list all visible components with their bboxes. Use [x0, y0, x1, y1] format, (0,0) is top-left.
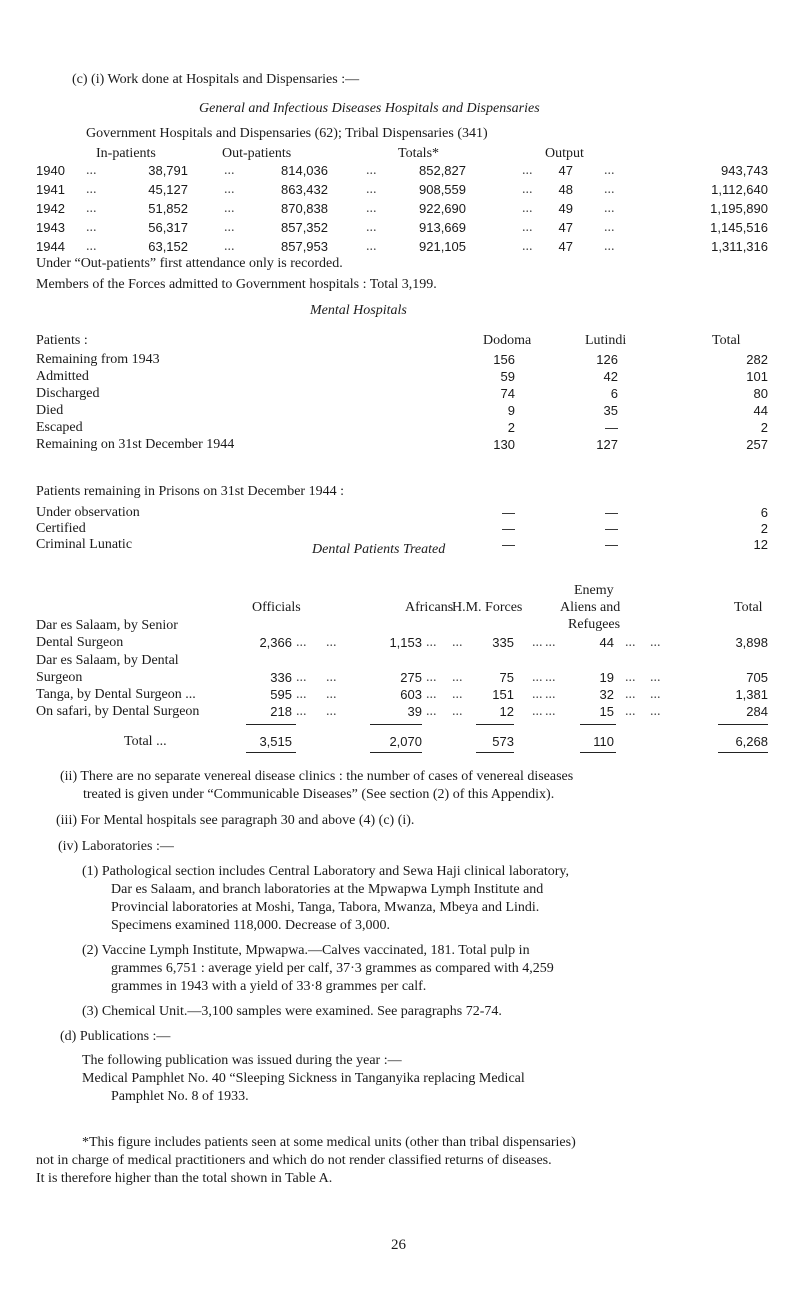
para-d-line2: Medical Pamphlet No. 40 “Sleeping Sickness in Tanganyika replacing Medical: [82, 1071, 525, 1086]
row-year: 1941: [36, 182, 65, 197]
leader-dots: ...: [452, 704, 463, 719]
rule-africans: [370, 724, 422, 725]
mental-lutindi: 126: [596, 352, 618, 367]
para-iv1-line3: Provincial laboratories at Moshi, Tanga, Tabora, Mwanza, Mbeya and Lindi.: [111, 900, 540, 915]
rule-officials: [246, 724, 296, 725]
leader-dots: ...: [522, 239, 533, 254]
mental-dodoma: 9: [507, 403, 515, 418]
dental-row-label: Tanga, by Dental Surgeon ...: [36, 687, 196, 702]
row-inpatients: 45,127: [148, 182, 188, 197]
prison-total: 12: [753, 537, 768, 552]
leader-dots: ...: [452, 635, 463, 650]
leader-dots: ...: [366, 220, 377, 235]
dental-row-label: Dar es Salaam, by Senior: [36, 618, 178, 633]
row-inpatients: 38,791: [148, 163, 188, 178]
footnote-line2: not in charge of medical practitioners and which do not render classified returns of diseases.: [36, 1153, 552, 1168]
leader-dots: ...: [545, 635, 556, 650]
dental-header-aliens: Aliens and: [560, 600, 621, 615]
leader-dots: ...: [224, 239, 235, 254]
prison-row-label: Certified: [36, 521, 86, 536]
row-output: 47: [558, 239, 573, 254]
leader-dots: ...: [522, 182, 533, 197]
leader-dots: ...: [532, 704, 543, 719]
prison-total: 6: [760, 505, 768, 520]
leader-dots: ...: [86, 220, 97, 235]
dental-total-enemy: 110: [593, 734, 614, 749]
dental-enemy: 44: [599, 635, 614, 650]
para-ii-line2: treated is given under “Communicable Diseases” (See section (2) of this Appendix).: [83, 787, 555, 802]
row-tribal: 1,195,890: [710, 201, 768, 216]
para-d-line1: The following publication was issued during the year :—: [82, 1053, 402, 1068]
leader-dots: ...: [366, 201, 377, 216]
dental-total: 705: [746, 670, 768, 685]
dental-hm-forces: 151: [492, 687, 514, 702]
row-inpatients: 63,152: [148, 239, 188, 254]
row-year: 1942: [36, 201, 65, 216]
leader-dots: ...: [625, 687, 636, 702]
leader-dots: ...: [625, 635, 636, 650]
row-outpatients: 863,432: [281, 182, 328, 197]
para-iv: (iv) Laboratories :—: [58, 839, 174, 854]
mental-row-label: Remaining on 31st December 1944: [36, 437, 235, 452]
leader-dots: ...: [86, 201, 97, 216]
row-output: 47: [558, 220, 573, 235]
dental-enemy: 32: [599, 687, 614, 702]
prison-lutindi: —: [605, 537, 618, 552]
row-outpatients: 870,838: [281, 201, 328, 216]
general-column-header: Out-patients: [222, 146, 292, 161]
dental-enemy: 19: [599, 670, 614, 685]
dental-total-officials: 3,515: [259, 734, 292, 749]
para-iv2-line1: (2) Vaccine Lymph Institute, Mpwapwa.—Calves vaccinated, 181. Total pulp in: [82, 943, 530, 958]
mental-total: 2: [760, 420, 768, 435]
row-totals: 913,669: [419, 220, 466, 235]
general-column-header: Output: [545, 146, 584, 161]
leader-dots: ...: [366, 239, 377, 254]
prison-lutindi: —: [605, 505, 618, 520]
prison-dodoma: —: [502, 537, 515, 552]
general-column-header: In-patients: [96, 146, 156, 161]
leader-dots: ...: [326, 687, 337, 702]
leader-dots: ...: [366, 182, 377, 197]
mental-lutindi: 42: [603, 369, 618, 384]
leader-dots: ...: [604, 182, 615, 197]
mental-row-label: Admitted: [36, 369, 89, 384]
row-year: 1940: [36, 163, 65, 178]
rule-africans-bottom: [370, 752, 422, 753]
dental-total-total: 6,268: [735, 734, 768, 749]
mental-row-label: Discharged: [36, 386, 100, 401]
dental-africans: 275: [400, 670, 422, 685]
note-outpatients: Under “Out-patients” first attendance only is recorded.: [36, 256, 343, 271]
leader-dots: ...: [426, 670, 437, 685]
mental-row-label: Died: [36, 403, 64, 418]
mental-total: 282: [746, 352, 768, 367]
leader-dots: ...: [532, 670, 543, 685]
leader-dots: ...: [224, 182, 235, 197]
leader-dots: ...: [86, 239, 97, 254]
para-iv2-line3: grammes in 1943 with a yield of 33·8 grammes per calf.: [111, 979, 427, 994]
row-inpatients: 56,317: [148, 220, 188, 235]
row-totals: 908,559: [419, 182, 466, 197]
general-column-header: Totals*: [398, 146, 440, 161]
mental-row-label: Escaped: [36, 420, 83, 435]
leader-dots: ...: [86, 182, 97, 197]
leader-dots: ...: [452, 670, 463, 685]
leader-dots: ...: [625, 704, 636, 719]
dental-officials: 2,366: [259, 635, 292, 650]
mental-title: Mental Hospitals: [310, 303, 407, 318]
dental-header-hm-forces: H.M. Forces: [452, 600, 523, 615]
mental-lutindi: 127: [596, 437, 618, 452]
rule-officials-bottom: [246, 752, 296, 753]
dental-officials: 595: [270, 687, 292, 702]
dental-africans: 1,153: [389, 635, 422, 650]
leader-dots: ...: [604, 201, 615, 216]
leader-dots: ...: [532, 687, 543, 702]
mental-lutindi: 35: [603, 403, 618, 418]
dental-africans: 603: [400, 687, 422, 702]
row-output: 48: [558, 182, 573, 197]
row-year: 1943: [36, 220, 65, 235]
dental-officials: 218: [270, 704, 292, 719]
mental-total: 80: [753, 386, 768, 401]
leader-dots: ...: [426, 635, 437, 650]
leader-dots: ...: [522, 201, 533, 216]
leader-dots: ...: [296, 635, 307, 650]
leader-dots: ...: [296, 670, 307, 685]
mental-dodoma: 156: [493, 352, 515, 367]
dental-total-africans: 2,070: [389, 734, 422, 749]
dental-officials: 336: [270, 670, 292, 685]
row-tribal: 943,743: [721, 163, 768, 178]
mental-dodoma: 74: [500, 386, 515, 401]
para-iv3: (3) Chemical Unit.—3,100 samples were examined. See paragraphs 72-74.: [82, 1004, 502, 1019]
page-number: 26: [391, 1237, 406, 1253]
mental-column-header: Dodoma: [483, 333, 532, 348]
mental-column-header: Total: [712, 333, 741, 348]
leader-dots: ...: [366, 163, 377, 178]
leader-dots: ...: [296, 704, 307, 719]
dental-row-label: Dar es Salaam, by Dental: [36, 653, 179, 668]
leader-dots: ...: [650, 704, 661, 719]
general-title: General and Infectious Diseases Hospitals and Dispensaries: [199, 101, 540, 116]
leader-dots: ...: [86, 163, 97, 178]
para-d: (d) Publications :—: [60, 1029, 171, 1044]
prison-row-label: Criminal Lunatic: [36, 537, 133, 552]
mental-dodoma: 59: [500, 369, 515, 384]
dental-row-label: On safari, by Dental Surgeon: [36, 704, 200, 719]
row-output: 49: [558, 201, 573, 216]
para-ii-line1: (ii) There are no separate venereal disease clinics : the number of cases of venereal diseases: [60, 769, 574, 784]
dental-total: 284: [746, 704, 768, 719]
row-outpatients: 857,953: [281, 239, 328, 254]
row-totals: 922,690: [419, 201, 466, 216]
leader-dots: ...: [650, 670, 661, 685]
leader-dots: ...: [326, 670, 337, 685]
dental-total: 3,898: [735, 635, 768, 650]
para-iii: (iii) For Mental hospitals see paragraph 30 and above (4) (c) (i).: [56, 813, 415, 828]
para-iv1-line1: (1) Pathological section includes Central Laboratory and Sewa Haji clinical laboratory,: [82, 864, 569, 879]
row-outpatients: 857,352: [281, 220, 328, 235]
mental-lutindi: 6: [610, 386, 618, 401]
prison-lutindi: —: [605, 521, 618, 536]
dental-row-label-2: Dental Surgeon: [36, 635, 124, 650]
row-totals: 852,827: [419, 163, 466, 178]
dental-hm-forces: 75: [499, 670, 514, 685]
leader-dots: ...: [604, 163, 615, 178]
mental-total: 257: [746, 437, 768, 452]
rule-total-bottom: [718, 752, 768, 753]
dental-title: Dental Patients Treated: [312, 542, 446, 557]
leader-dots: ...: [224, 201, 235, 216]
leader-dots: ...: [296, 687, 307, 702]
mental-column-header: Lutindi: [585, 333, 627, 348]
row-year: 1944: [36, 239, 65, 254]
dental-total: 1,381: [735, 687, 768, 702]
leader-dots: ...: [604, 239, 615, 254]
leader-dots: ...: [625, 670, 636, 685]
prison-row-label: Under observation: [36, 505, 140, 520]
prison-dodoma: —: [502, 505, 515, 520]
section-heading: (c) (i) Work done at Hospitals and Dispensaries :—: [72, 72, 360, 87]
prison-total: 2: [760, 521, 768, 536]
leader-dots: ...: [522, 163, 533, 178]
footnote-line3: It is therefore higher than the total shown in Table A.: [36, 1171, 333, 1186]
row-tribal: 1,145,516: [710, 220, 768, 235]
dental-hm-forces: 335: [492, 635, 514, 650]
leader-dots: ...: [545, 670, 556, 685]
dental-hm-forces: 12: [499, 704, 514, 719]
dental-africans: 39: [407, 704, 422, 719]
mental-total: 44: [753, 403, 768, 418]
mental-dodoma: 2: [507, 420, 515, 435]
note-forces: Members of the Forces admitted to Government hospitals : Total 3,199.: [36, 277, 437, 292]
rule-total: [718, 724, 768, 725]
rule-enemy: [580, 724, 616, 725]
para-iv1-line2: Dar es Salaam, and branch laboratories at the Mpwapwa Lymph Institute and: [111, 882, 544, 897]
dental-total-label: Total ...: [124, 734, 167, 749]
leader-dots: ...: [224, 220, 235, 235]
para-d-line3: Pamphlet No. 8 of 1933.: [111, 1089, 249, 1104]
row-tribal: 1,311,316: [711, 239, 768, 254]
row-tribal: 1,112,640: [711, 182, 768, 197]
prisons-label: Patients remaining in Prisons on 31st December 1944 :: [36, 484, 344, 499]
mental-dodoma: 130: [493, 437, 515, 452]
leader-dots: ...: [522, 220, 533, 235]
prison-dodoma: —: [502, 521, 515, 536]
leader-dots: ...: [532, 635, 543, 650]
footnote-line1: *This figure includes patients seen at some medical units (other than tribal dispensaries): [82, 1135, 576, 1150]
leader-dots: ...: [604, 220, 615, 235]
dental-header-total: Total: [734, 600, 763, 615]
leader-dots: ...: [452, 687, 463, 702]
rule-hm: [476, 724, 514, 725]
leader-dots: ...: [326, 635, 337, 650]
mental-lutindi: —: [605, 420, 618, 435]
dental-enemy: 15: [599, 704, 614, 719]
row-output: 47: [558, 163, 573, 178]
row-totals: 921,105: [419, 239, 466, 254]
leader-dots: ...: [426, 704, 437, 719]
general-subtitle: Government Hospitals and Dispensaries (62); Tribal Dispensaries (341): [86, 126, 488, 141]
row-inpatients: 51,852: [148, 201, 188, 216]
dental-row-label-2: Surgeon: [36, 670, 83, 685]
para-iv1-line4: Specimens examined 118,000. Decrease of 3,000.: [111, 918, 391, 933]
dental-header-officials: Officials: [252, 600, 301, 615]
mental-patients-label: Patients :: [36, 333, 88, 348]
dental-header-enemy: Enemy: [574, 583, 614, 598]
leader-dots: ...: [650, 687, 661, 702]
leader-dots: ...: [426, 687, 437, 702]
row-outpatients: 814,036: [281, 163, 328, 178]
rule-enemy-bottom: [580, 752, 616, 753]
para-iv2-line2: grammes 6,751 : average yield per calf, 37·3 grammes as compared with 4,259: [111, 961, 554, 976]
dental-header-refugees: Refugees: [568, 617, 621, 632]
mental-total: 101: [746, 369, 768, 384]
rule-hm-bottom: [476, 752, 514, 753]
leader-dots: ...: [545, 704, 556, 719]
dental-total-hm: 573: [492, 734, 514, 749]
leader-dots: ...: [545, 687, 556, 702]
mental-row-label: Remaining from 1943: [36, 352, 160, 367]
dental-header-africans: Africans: [405, 600, 454, 615]
leader-dots: ...: [326, 704, 337, 719]
leader-dots: ...: [650, 635, 661, 650]
leader-dots: ...: [224, 163, 235, 178]
